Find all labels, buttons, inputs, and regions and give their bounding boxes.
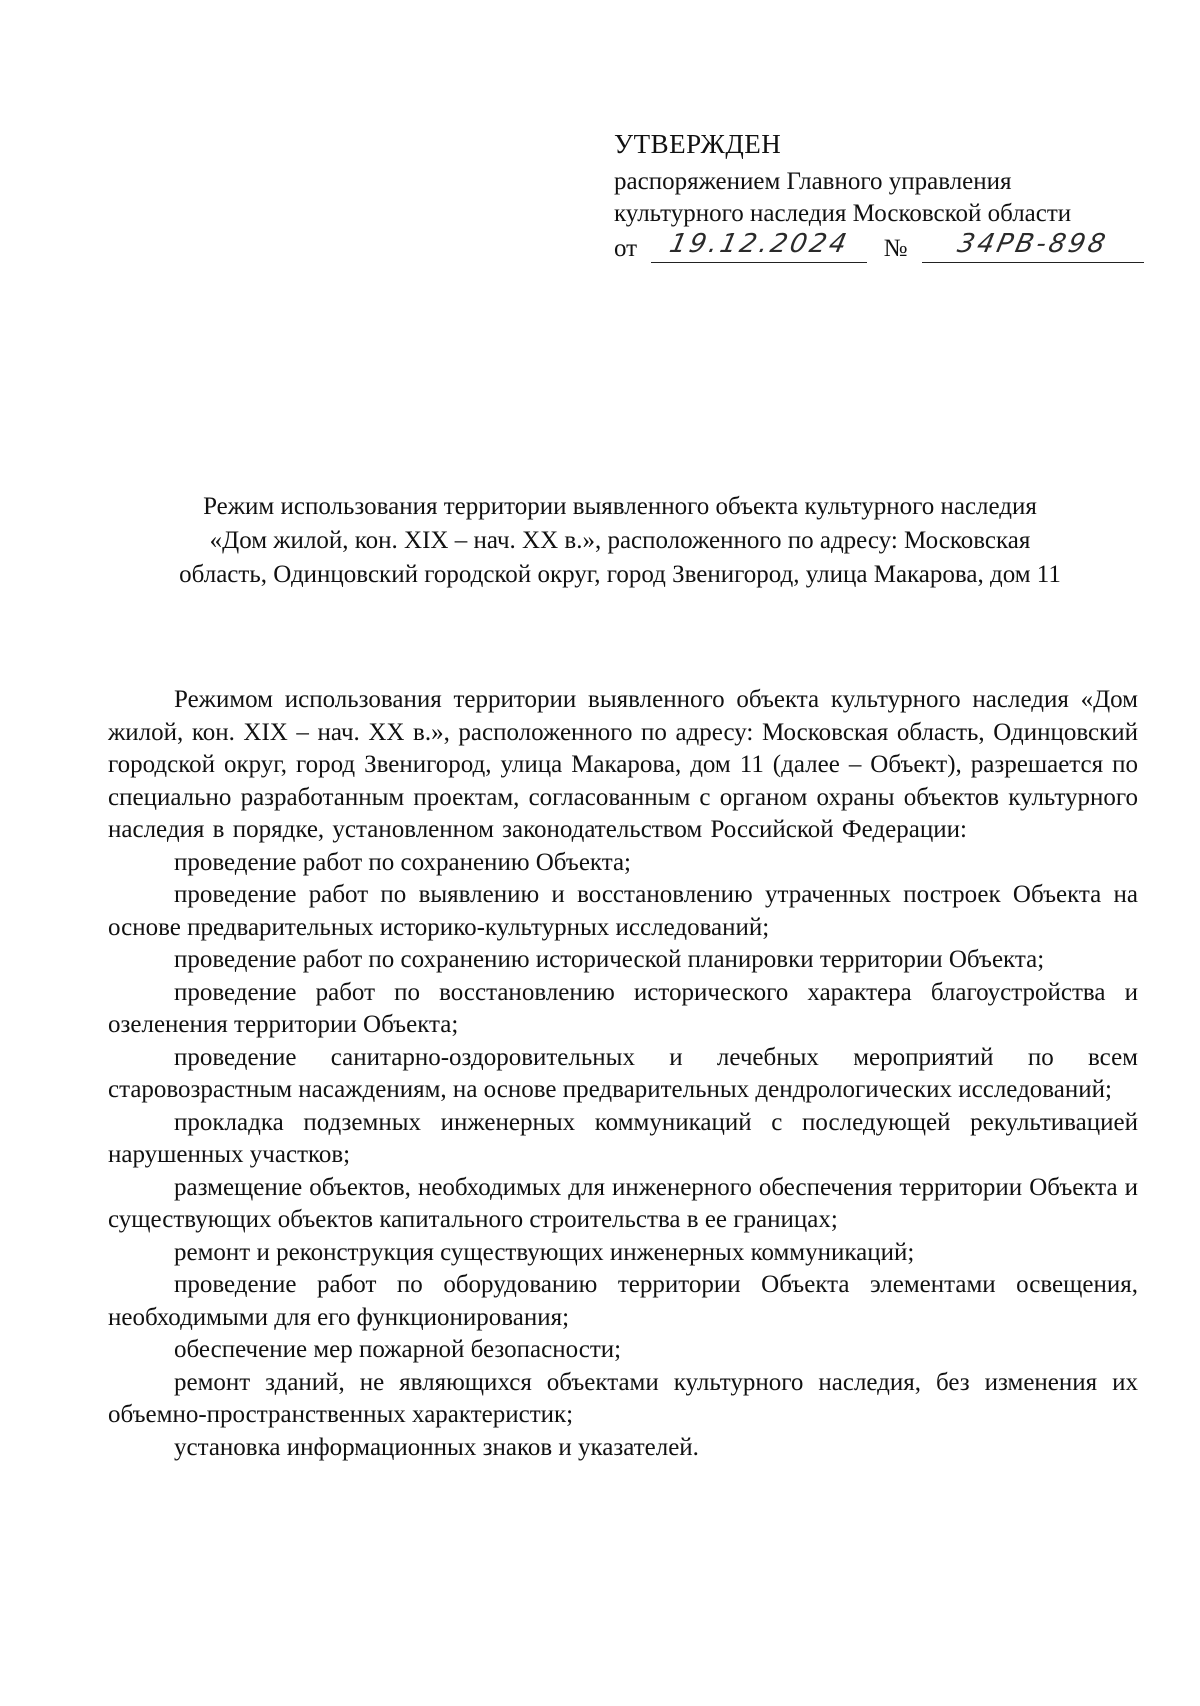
handwritten-date: 19.12.2024 bbox=[666, 229, 852, 259]
approval-reference-line bbox=[614, 229, 1174, 268]
list-item: ремонт и реконструкция существующих инженерных коммуникаций; bbox=[174, 1238, 915, 1266]
date-blank bbox=[651, 229, 867, 263]
list-item: ремонт зданий, не являющихся объектами культурного наследия, без изменения их объемно-пространственных характеристик; bbox=[108, 1368, 1138, 1428]
document-body bbox=[108, 684, 1138, 1464]
approval-stamp-block bbox=[614, 128, 1174, 268]
heading-line-2: «Дом жилой, кон. XIX – нач. XX в.», расположенного по адресу: Московская bbox=[209, 527, 1031, 554]
list-item: проведение работ по оборудованию территории Объекта элементами освещения, необходимыми для его функционирования; bbox=[108, 1271, 1138, 1331]
list-item: проведение санитарно-оздоровительных и лечебных мероприятий по всем старовозрастным насаждениям, на основе предварительных дендрологических исследований; bbox=[108, 1043, 1138, 1103]
number-prefix: № bbox=[883, 235, 908, 262]
list-item: установка информационных знаков и указателей. bbox=[174, 1433, 699, 1461]
heading-line-1: Режим использования территории выявленного объекта культурного наследия bbox=[203, 493, 1037, 520]
list-item: проведение работ по выявлению и восстановлению утраченных построек Объекта на основе предварительных историко-культурных исследований; bbox=[108, 881, 1138, 941]
number-blank bbox=[922, 229, 1144, 263]
list-item: проведение работ по сохранению исторической планировки территории Объекта; bbox=[174, 946, 1045, 973]
list-item: размещение объектов, необходимых для инженерного обеспечения территории Объекта и существующих объектов капитального строительства в ее границах; bbox=[108, 1173, 1138, 1233]
list-item: проведение работ по восстановлению исторического характера благоустройства и озеленения территории Объекта; bbox=[108, 978, 1138, 1038]
list-item: проведение работ по сохранению Объекта; bbox=[174, 848, 632, 876]
document-heading bbox=[110, 490, 1130, 592]
approval-authority-line-2: культурного наследия Московской области bbox=[614, 200, 1072, 227]
handwritten-number: 34РВ-898 bbox=[954, 229, 1111, 259]
heading-line-3: область, Одинцовский городской округ, город Звенигород, улица Макарова, дом 11 bbox=[179, 561, 1061, 588]
approval-title: УТВЕРЖДЕН bbox=[614, 129, 782, 159]
approval-authority-line-1: распоряжением Главного управления bbox=[614, 168, 1012, 195]
intro-paragraph: Режимом использования территории выявленного объекта культурного наследия «Дом жилой, кон. XIX – нач. XX в.», расположенного по адресу: Московская область, Одинцовский городской округ, город Звенигород, улица Макарова, дом 11 (далее – Объект), разрешается по специально разработанным проектам, согласованным с органом охраны объектов культурного наследия в порядке, установленном законодательством Российской Федерации: bbox=[108, 686, 1138, 843]
date-prefix: от bbox=[614, 235, 638, 262]
list-item: прокладка подземных инженерных коммуникаций с последующей рекультивацией нарушенных участков; bbox=[108, 1108, 1138, 1168]
list-item: обеспечение мер пожарной безопасности; bbox=[174, 1336, 622, 1363]
